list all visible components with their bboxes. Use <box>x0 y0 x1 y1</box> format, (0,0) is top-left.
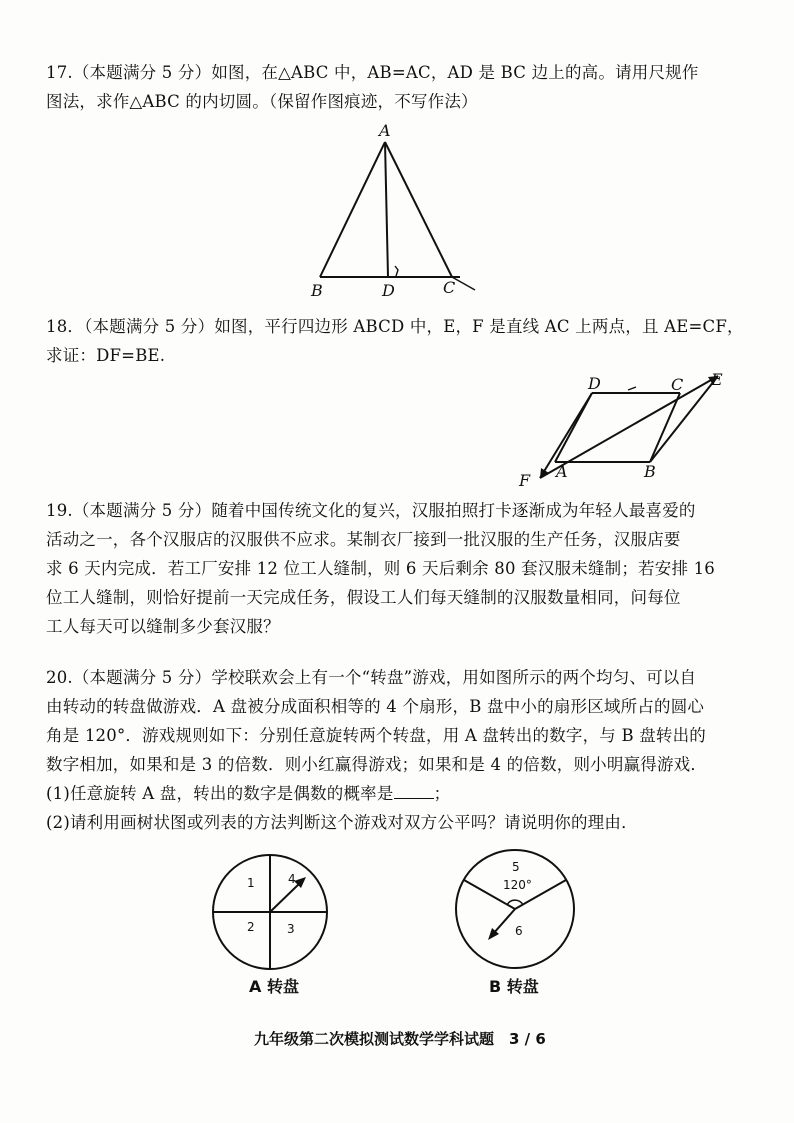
q20-line: 数字相加，如果和是 3 的倍数．则小红赢得游戏；如果和是 4 的倍数，则小明赢得游戏． <box>46 755 708 774</box>
label-c: C <box>671 375 684 394</box>
q20-line: 角是 120°．游戏规则如下：分别任意旋转两个转盘，用 A 盘转出的数字，与 B 盘转出的 <box>46 726 707 745</box>
spinner-b-number-6: 6 <box>515 924 523 938</box>
spinner-a-number-2: 2 <box>247 920 255 934</box>
page-footer: 九年级第二次模拟测试数学学科试题 3 / 6 <box>254 1030 546 1048</box>
q20-part-1-end: ； <box>433 784 451 803</box>
label-b: B <box>644 462 656 481</box>
spinner-a-caption: A 转盘 <box>249 977 299 996</box>
label-d: D <box>382 281 395 300</box>
q18-line-1: 18．（本题满分 5 分）如图，平行四边形 ABCD 中，E，F 是直线 AC 上两点，且 AE=CF， <box>46 317 744 336</box>
q20-line: 20.（本题满分 5 分）学校联欢会上有一个“转盘”游戏，用如图所示的两个均匀、可以自 <box>46 668 697 687</box>
q20-line: 由转动的转盘做游戏．A 盘被分成面积相等的 4 个扇形，B 盘中小的扇形区域所占的圆心 <box>46 697 705 716</box>
label-f: F <box>519 471 531 490</box>
q19-line: 求 6 天内完成．若工厂安排 12 位工人缝制，则 6 天后剩余 80 套汉服未缝制；若安排 16 <box>46 559 715 578</box>
q17-line-2: 图法，求作△ABC 的内切圆。（保留作图痕迹，不写作法） <box>46 92 478 111</box>
spinner-a-number-4: 4 <box>288 872 296 886</box>
q17-line-1: 17.（本题满分 5 分）如图，在△ABC 中，AB=AC，AD 是 BC 边上的高。请用尺规作 <box>46 63 699 82</box>
label-e: E <box>711 370 723 389</box>
spinner-b-number-5: 5 <box>512 860 520 874</box>
spinner-b-caption: B 转盘 <box>489 977 539 996</box>
q19-line: 19.（本题满分 5 分）随着中国传统文化的复兴，汉服拍照打卡逐渐成为年轻人最喜爱的 <box>46 501 696 520</box>
label-b: B <box>311 281 323 300</box>
q19-line: 活动之一，各个汉服店的汉服供不应求。某制衣厂接到一批汉服的生产任务，汉服店要 <box>46 530 681 549</box>
label-a: A <box>556 462 568 481</box>
spinner-a-number-3: 3 <box>287 922 295 936</box>
q20-part-2: (2)请利用画树状图或列表的方法判断这个游戏对双方公平吗？请说明你的理由． <box>46 813 638 832</box>
q18-line-2: 求证：DF=BE. <box>46 346 166 365</box>
q20-part-1-text: (1)任意旋转 A 盘，转出的数字是偶数的概率是 <box>46 784 394 803</box>
label-c: C <box>443 278 456 297</box>
spinner-a-number-1: 1 <box>247 876 255 890</box>
q19-line: 位工人缝制，则恰好提前一天完成任务，假设工人们每天缝制的汉服数量相同，问每位 <box>46 588 681 607</box>
label-d: D <box>588 374 601 393</box>
label-a: A <box>379 121 391 140</box>
spinner-b-angle: 120° <box>503 878 532 892</box>
q19-line: 工人每天可以缝制多少套汉服？ <box>46 617 280 636</box>
